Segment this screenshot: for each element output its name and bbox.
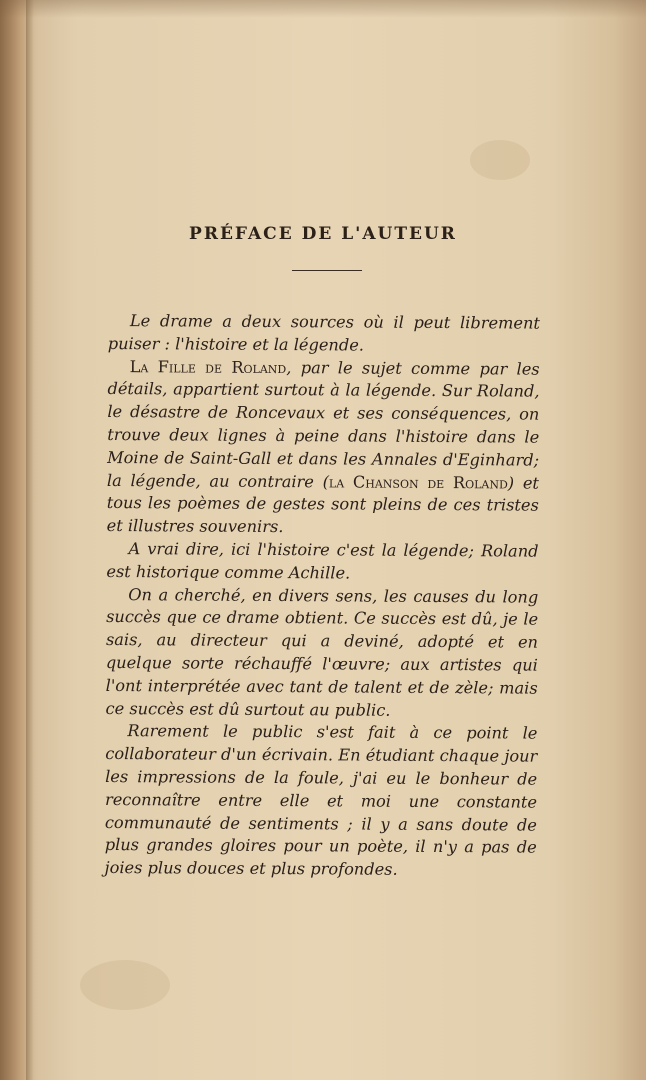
paragraph-2 [107, 356, 540, 541]
title-rule-divider [292, 270, 362, 271]
paragraph-5: Rarement le public s'est fait à ce point le collaborateur d'un écrivain. En étudiant chaque jour les impressions de la foule, j'ai eu le bonheur de reconnaître entre elle et moi une constante communauté de sentiments ; il y a sans doute de plus grandes gloires pour un poète, il n'y a pas de joies plus douces et plus profondes. [104, 721, 538, 879]
paragraph-2-text-a: , par le sujet comme par les détails, appartient surtout à la légende. Sur Roland, le désastre de Roncevaux et ses conséquences, on trouve deux lignes à peine dans l'histoire dans le Moine de Saint-Gall et dans les Annales d'Eginhard; la légende, au contraire ( [106, 357, 540, 491]
paragraph-4: On a cherché, en divers sens, les causes du long succès que ce drame obtient. Ce succès est dû, je le sais, au directeur qui a deviné, adopté et en quelque sorte réchauffé l'œuvre; aux artistes qui l'ont interprétée avec tant de talent et de zèle; mais ce succès est dû surtout au public. [105, 584, 539, 720]
top-edge-shadow [0, 0, 646, 18]
paper-stain [470, 140, 530, 180]
book-spine-edge [0, 0, 28, 1080]
paragraph-3: A vrai dire, ici l'histoire c'est la légende; Roland est historique comme Achille. [106, 539, 539, 583]
work-title-small-caps: La Fille de Roland [129, 356, 287, 377]
page-gutter-shadow [26, 0, 34, 1080]
chanson-title-small-caps: la Chanson de Roland [328, 471, 508, 493]
paragraph-2-text-b: ) et tous les poèmes de gestes sont pleins de ces tristes et illustres souvenirs. [106, 473, 540, 537]
page-title: PRÉFACE DE L'AUTEUR [189, 224, 457, 244]
preface-body [105, 310, 540, 883]
paragraph-1: Le drame a deux sources où il peut librement puiser : l'histoire et la légende. [107, 311, 540, 355]
paper-stain [80, 960, 170, 1010]
